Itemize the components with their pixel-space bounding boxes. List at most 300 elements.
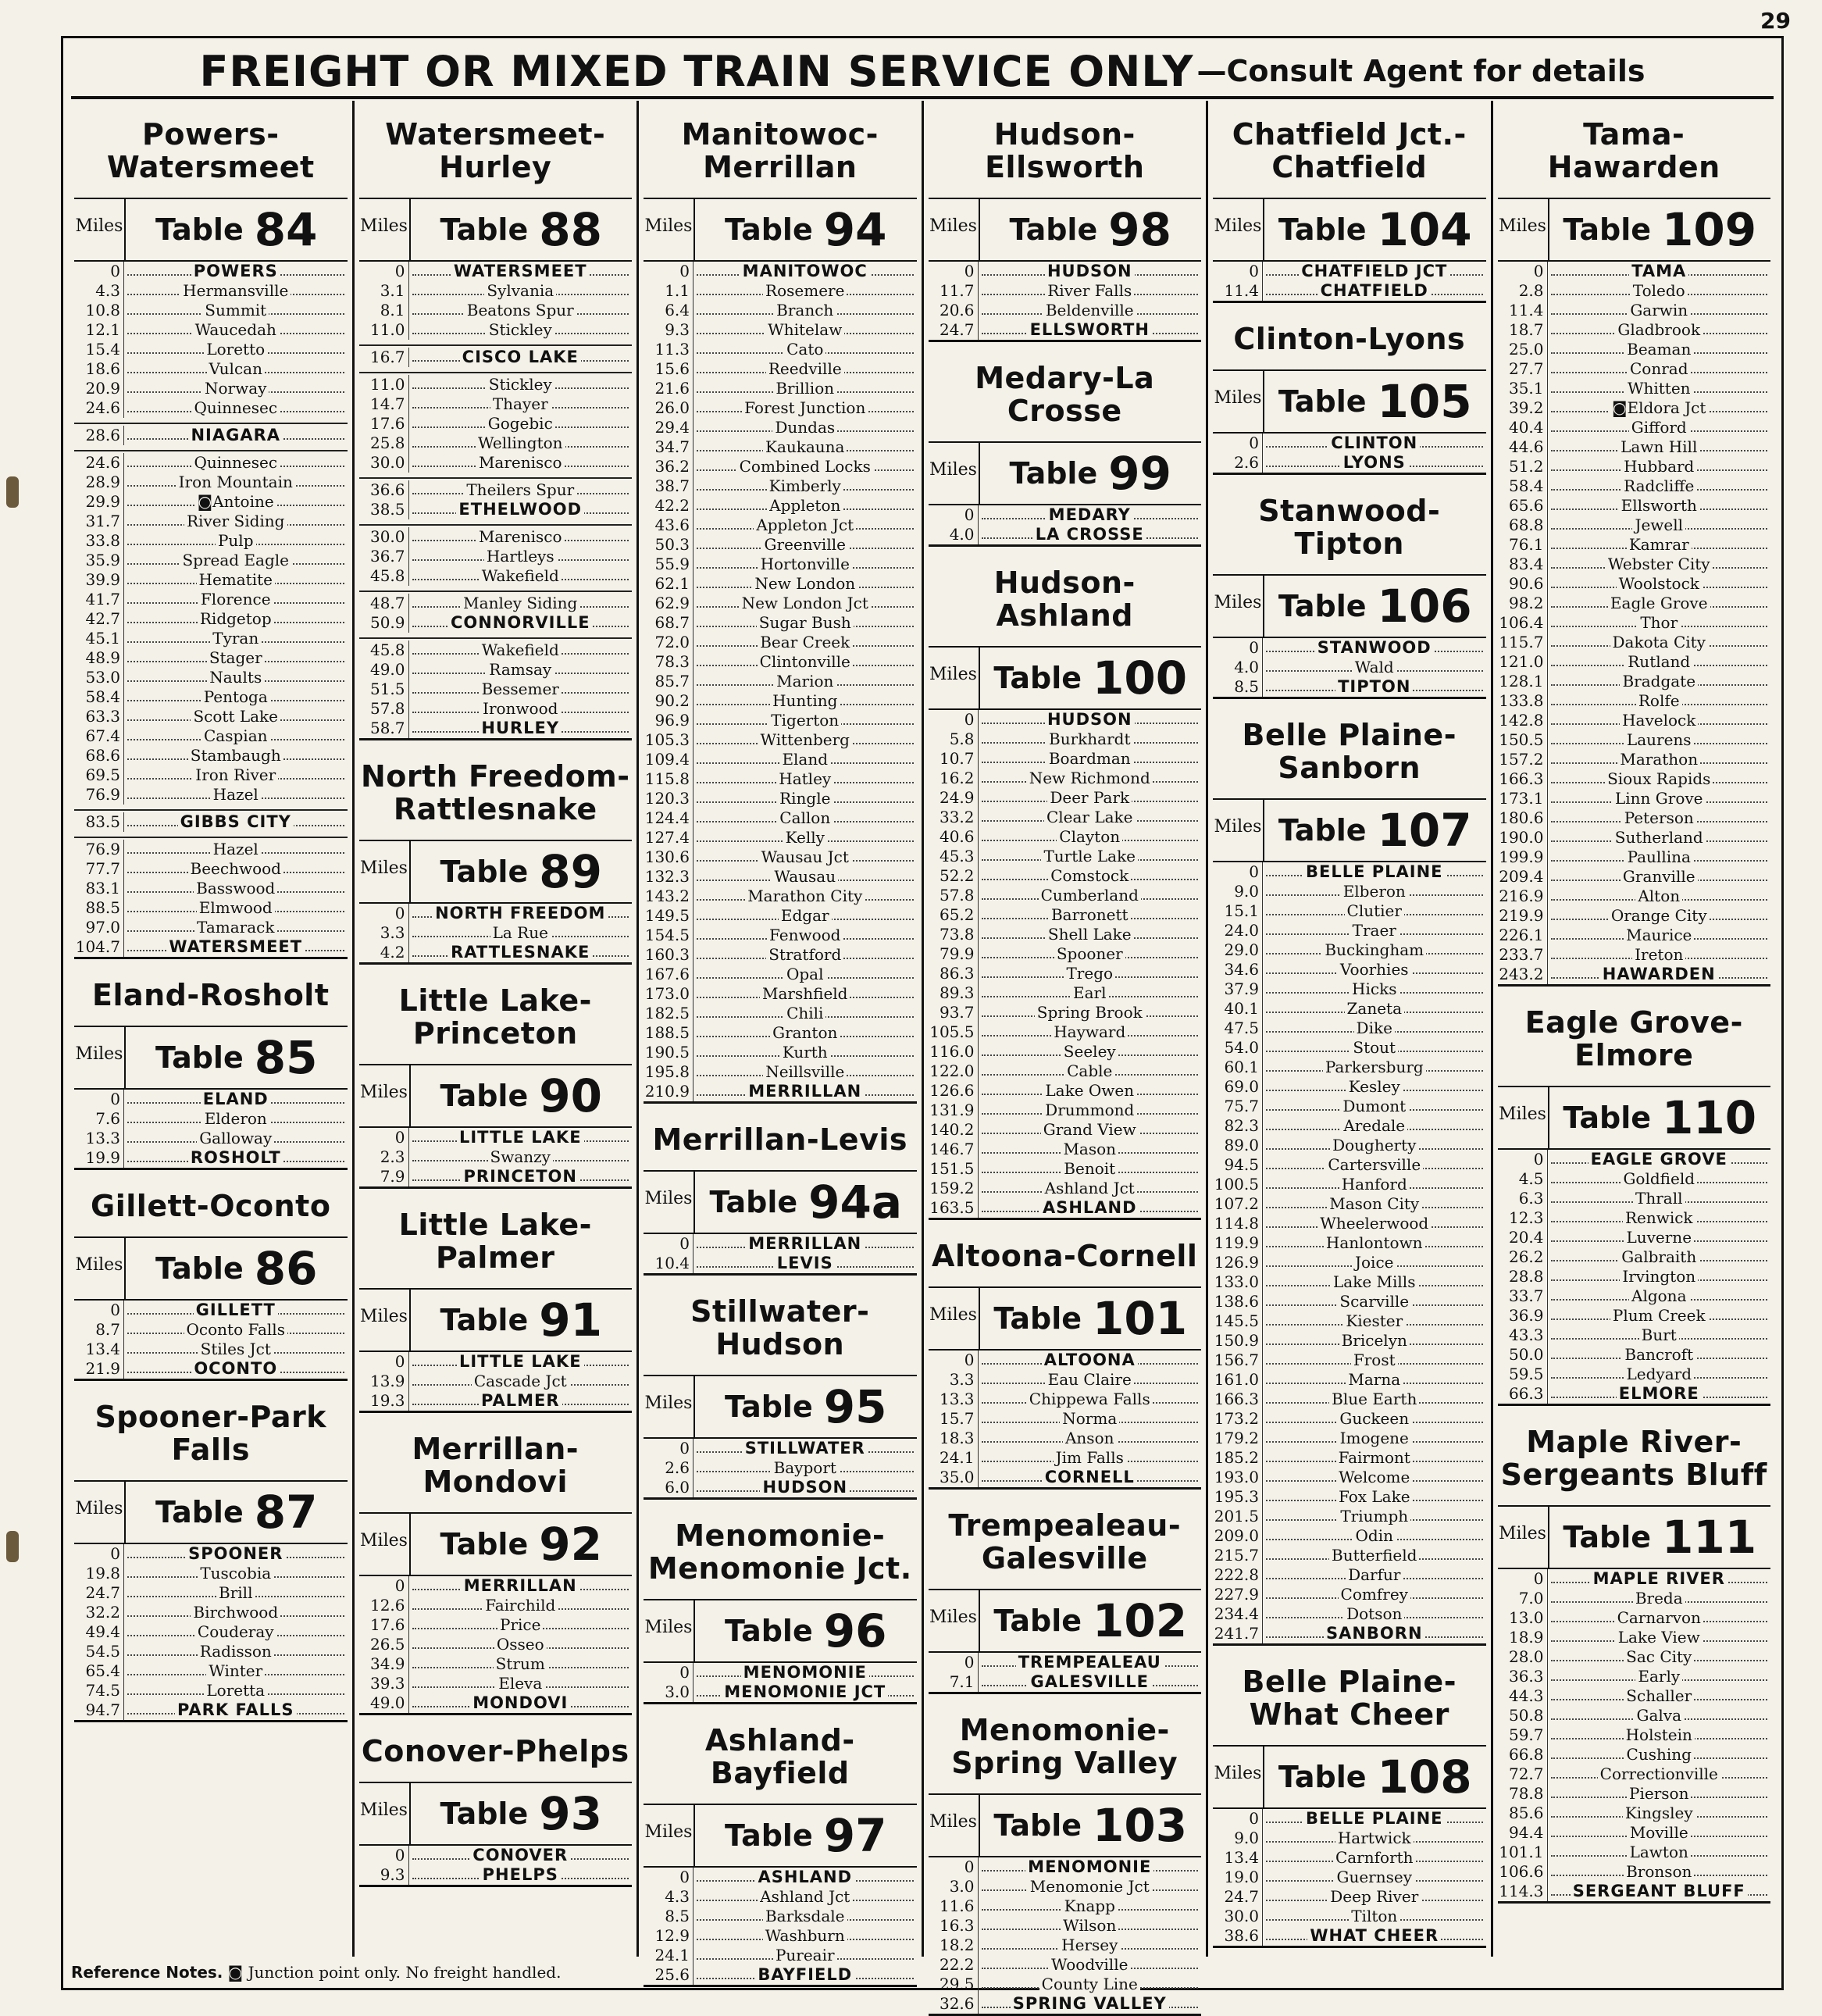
station-name-cell — [694, 691, 917, 711]
station-row — [359, 320, 633, 340]
station-row — [74, 1359, 348, 1379]
station-name-cell — [124, 1642, 348, 1661]
station-miles: 59.5 — [1498, 1365, 1548, 1384]
station-row — [359, 719, 633, 738]
station-miles: 2.8 — [1498, 281, 1548, 301]
station-name: MERRILLAN — [746, 1082, 864, 1101]
station-name-cell — [409, 680, 633, 699]
station-row — [929, 281, 1202, 301]
station-name-cell — [979, 1003, 1202, 1022]
station-miles: 63.3 — [74, 707, 124, 726]
station-miles: 90.6 — [1498, 574, 1548, 594]
station-name: Greenville — [762, 535, 848, 554]
station-row — [1498, 1706, 1771, 1725]
station-name-cell — [124, 1700, 348, 1720]
table-label — [126, 1482, 348, 1543]
station-name: Lake Owen — [1043, 1081, 1136, 1100]
table-word: Table — [440, 1303, 529, 1337]
station-name: Cascade Jct — [472, 1372, 569, 1390]
station-miles: 52.2 — [929, 866, 979, 886]
station-miles: 79.9 — [929, 944, 979, 964]
station-miles: 2.3 — [359, 1147, 409, 1167]
station-name-cell — [694, 398, 917, 418]
table-label — [411, 1290, 633, 1351]
station-miles: 0 — [644, 1439, 694, 1458]
station-name: Marathon — [1617, 750, 1700, 769]
station-miles: 243.2 — [1498, 965, 1548, 984]
station-miles: 53.0 — [74, 668, 124, 687]
station-name-cell — [1548, 496, 1771, 516]
station-miles: 4.0 — [1213, 658, 1263, 677]
station-row — [929, 1101, 1202, 1120]
station-name: Wald — [1353, 658, 1396, 676]
station-name-cell — [694, 516, 917, 535]
station-name-cell — [409, 414, 633, 434]
route-title: Maple River-Sergeants Bluff — [1498, 1408, 1771, 1507]
station-name-cell — [1263, 262, 1486, 281]
station-miles: 45.8 — [359, 640, 409, 660]
station-miles: 27.7 — [1498, 359, 1548, 379]
station-miles: 15.4 — [74, 340, 124, 359]
station-name: Toledo — [1631, 281, 1688, 300]
table-header — [644, 199, 917, 262]
station-row — [929, 1120, 1202, 1140]
station-miles: 15.7 — [929, 1409, 979, 1429]
station-row — [644, 672, 917, 691]
table-number: 86 — [254, 1242, 318, 1295]
station-miles: 143.2 — [644, 887, 694, 906]
notes-text: Junction point only. No freight handled. — [248, 1963, 562, 1982]
station-row — [929, 1062, 1202, 1081]
station-miles: 126.6 — [929, 1081, 979, 1101]
station-name-cell — [1548, 1804, 1771, 1823]
station-name-cell — [1548, 1706, 1771, 1725]
station-row — [1498, 926, 1771, 945]
station-row — [1213, 1907, 1486, 1926]
station-miles: 131.9 — [929, 1101, 979, 1120]
station-row — [74, 837, 348, 859]
station-name-cell — [979, 1101, 1202, 1120]
station-row — [359, 1596, 633, 1615]
station-miles: 133.0 — [1213, 1272, 1263, 1292]
station-row — [929, 1022, 1202, 1042]
station-miles: 11.3 — [644, 340, 694, 359]
station-miles: 8.7 — [74, 1320, 124, 1340]
station-name: STILLWATER — [743, 1439, 868, 1458]
station-miles: 78.8 — [1498, 1784, 1548, 1804]
station-name: HURLEY — [479, 719, 562, 737]
table-label — [411, 199, 633, 260]
table-word: Table — [725, 1614, 813, 1648]
station-name-cell — [409, 613, 633, 633]
station-miles: 39.9 — [74, 570, 124, 590]
station-name-cell — [1263, 1409, 1486, 1429]
station-row — [74, 1583, 348, 1603]
station-name-cell — [1548, 1843, 1771, 1862]
station-row — [1498, 1608, 1771, 1628]
station-name: Loretta — [204, 1681, 267, 1700]
station-name: ELLSWORTH — [1028, 320, 1152, 339]
station-name: Renwick — [1623, 1208, 1695, 1227]
station-name: Florence — [198, 590, 273, 608]
station-name: Turtle Lake — [1041, 847, 1138, 865]
station-miles: 150.5 — [1498, 730, 1548, 750]
table-label — [1549, 199, 1771, 260]
station-name-cell — [1263, 1272, 1486, 1292]
station-name: Welcome — [1336, 1468, 1412, 1486]
station-name: Alton — [1635, 887, 1682, 905]
station-name: LITTLE LAKE — [457, 1352, 584, 1371]
station-row — [644, 359, 917, 379]
station-name-cell — [979, 320, 1202, 340]
station-name-cell — [1548, 847, 1771, 867]
route-title: Hudson-Ellsworth — [929, 101, 1202, 199]
station-miles: 28.0 — [1498, 1647, 1548, 1667]
station-name-cell — [1548, 613, 1771, 633]
table-header — [929, 443, 1202, 505]
table-header — [1498, 199, 1771, 262]
station-name: Granton — [770, 1023, 840, 1042]
page-headline — [71, 46, 1774, 99]
station-miles: 39.3 — [359, 1674, 409, 1693]
station-miles: 0 — [1213, 434, 1263, 453]
station-miles: 50.9 — [359, 613, 409, 633]
station-row — [929, 1672, 1202, 1692]
station-name-cell — [1548, 574, 1771, 594]
station-name-cell — [409, 1693, 633, 1713]
station-name-cell — [1263, 1077, 1486, 1097]
station-miles: 20.6 — [929, 301, 979, 320]
station-miles: 82.3 — [1213, 1116, 1263, 1136]
station-name: MERRILLAN — [746, 1234, 864, 1253]
route-title: Merrillan-Levis — [644, 1106, 917, 1172]
station-row — [359, 477, 633, 500]
table-label — [980, 648, 1202, 708]
station-miles: 0 — [644, 262, 694, 281]
station-name-cell — [409, 566, 633, 586]
table-word: Table — [440, 1079, 529, 1113]
station-row — [1498, 1843, 1771, 1862]
station-name: Rutland — [1625, 652, 1692, 671]
station-miles: 29.4 — [644, 418, 694, 437]
station-name: New London — [752, 574, 858, 593]
station-name-cell — [1548, 1725, 1771, 1745]
station-miles: 73.8 — [929, 925, 979, 944]
station-miles: 4.2 — [359, 943, 409, 962]
station-name-cell — [979, 505, 1202, 525]
route-title: Merrillan-Mondovi — [359, 1415, 633, 1514]
station-name: PRINCETON — [462, 1167, 579, 1186]
station-name-cell — [694, 476, 917, 496]
station-row — [74, 879, 348, 898]
station-row — [644, 1868, 917, 1887]
station-row — [359, 500, 633, 519]
station-name-cell — [1548, 301, 1771, 320]
station-row — [929, 1179, 1202, 1198]
station-row — [1498, 1784, 1771, 1804]
station-name: Marenisco — [476, 453, 565, 472]
miles-label: Miles — [359, 1065, 411, 1126]
station-name: Wausau Jct — [759, 847, 851, 866]
station-name-cell — [979, 808, 1202, 827]
station-name: CISCO LAKE — [460, 348, 581, 366]
station-miles: 18.9 — [1498, 1628, 1548, 1647]
station-row — [929, 769, 1202, 788]
miles-label: Miles — [1498, 199, 1549, 260]
station-row — [644, 633, 917, 652]
station-name-cell — [979, 281, 1202, 301]
station-name: Hartwick — [1335, 1829, 1414, 1847]
station-name: Woolstock — [1617, 574, 1702, 593]
route-title: North Freedom-Rattlesnake — [359, 743, 633, 841]
station-name: Conrad — [1628, 359, 1691, 378]
station-name-cell — [694, 867, 917, 887]
timetable-column — [636, 101, 922, 1984]
station-row — [1498, 906, 1771, 926]
station-name-cell — [694, 555, 917, 574]
station-name: Manley Siding — [461, 594, 579, 612]
station-name: MENOMONIE JCT — [722, 1682, 888, 1701]
table-number: 85 — [254, 1031, 318, 1084]
station-name: Eleva — [496, 1674, 544, 1693]
station-miles: 89.3 — [929, 983, 979, 1003]
station-name: Callon — [777, 808, 833, 827]
station-row — [644, 594, 917, 613]
station-miles: 48.9 — [74, 648, 124, 668]
station-name: Sutherland — [1613, 828, 1706, 847]
station-name-cell — [1548, 1306, 1771, 1326]
station-name-cell — [124, 531, 348, 551]
station-name: Oconto Falls — [184, 1320, 287, 1339]
station-name: Boardman — [1046, 749, 1133, 768]
station-name: Ramsay — [487, 660, 554, 679]
station-miles: 188.5 — [644, 1023, 694, 1043]
table-word: Table — [440, 212, 529, 247]
table-word: Table — [440, 1797, 529, 1831]
table-number: 96 — [823, 1604, 887, 1657]
station-name-cell — [694, 808, 917, 828]
station-name: Elderon — [202, 1109, 269, 1128]
station-miles: 50.8 — [1498, 1706, 1548, 1725]
station-name: Spread Eagle — [180, 551, 291, 569]
station-name: Seeley — [1061, 1042, 1118, 1061]
station-row — [359, 1674, 633, 1693]
miles-label: Miles — [644, 199, 695, 260]
route-title: Hudson-Ashland — [929, 549, 1202, 648]
station-name: GILLETT — [194, 1301, 278, 1319]
station-miles: 12.3 — [1498, 1208, 1548, 1228]
station-name: TAMA — [1629, 262, 1688, 280]
junction-icon: ◙ — [227, 1963, 248, 1982]
station-miles: 68.6 — [74, 746, 124, 765]
station-row — [359, 1654, 633, 1674]
station-name: Dumont — [1340, 1097, 1408, 1115]
station-name: Fairmont — [1336, 1448, 1413, 1467]
station-row — [1213, 1624, 1486, 1643]
station-row — [1498, 398, 1771, 418]
station-row — [1213, 1370, 1486, 1390]
station-row — [1213, 1487, 1486, 1507]
miles-label: Miles — [359, 1514, 411, 1575]
station-name: Fox Lake — [1336, 1487, 1413, 1506]
station-row — [1498, 516, 1771, 535]
station-name: Plum Creek — [1610, 1306, 1708, 1325]
station-name: County Line — [1039, 1975, 1140, 1993]
station-miles: 0 — [74, 1544, 124, 1564]
station-row — [74, 473, 348, 492]
table-label — [980, 199, 1202, 260]
station-miles: 76.9 — [74, 840, 124, 859]
table-header — [644, 1172, 917, 1234]
table-label — [1264, 199, 1486, 260]
station-name-cell — [124, 340, 348, 359]
station-row — [1213, 901, 1486, 921]
station-name-cell — [1263, 1390, 1486, 1409]
station-row — [1213, 1926, 1486, 1946]
station-row — [359, 1167, 633, 1186]
table-header — [74, 1482, 348, 1544]
station-miles: 15.6 — [644, 359, 694, 379]
station-name-cell — [124, 453, 348, 473]
station-name: Linn Grove — [1613, 789, 1706, 808]
station-name-cell — [1548, 1628, 1771, 1647]
station-row — [1498, 1189, 1771, 1208]
station-row — [74, 1622, 348, 1642]
station-row — [1213, 1077, 1486, 1097]
station-miles: 105.5 — [929, 1022, 979, 1042]
station-name: Combined Locks — [737, 457, 873, 476]
station-name-cell — [409, 719, 633, 738]
table-header — [929, 1288, 1202, 1351]
route-title: Little Lake-Princeton — [359, 967, 633, 1065]
station-miles: 21.6 — [644, 379, 694, 398]
table-word: Table — [1563, 1101, 1652, 1135]
station-name: EAGLE GROVE — [1588, 1150, 1730, 1169]
table-number: 111 — [1662, 1511, 1757, 1564]
station-row — [74, 918, 348, 937]
station-name-cell — [124, 1320, 348, 1340]
station-row — [929, 1857, 1202, 1877]
station-row — [1213, 1526, 1486, 1546]
station-row — [1498, 1365, 1771, 1384]
station-name-cell — [409, 1615, 633, 1635]
table-word: Table — [155, 1495, 244, 1529]
station-miles: 166.3 — [1498, 769, 1548, 789]
station-miles: 43.3 — [1498, 1326, 1548, 1345]
route-title: Powers-Watersmeet — [74, 101, 348, 199]
station-miles: 190.0 — [1498, 828, 1548, 847]
station-name-cell — [409, 904, 633, 923]
station-row — [74, 1148, 348, 1168]
station-row — [1498, 633, 1771, 652]
station-name: CLINTON — [1328, 434, 1420, 452]
station-name: Hersey — [1059, 1936, 1120, 1954]
station-name: Galloway — [197, 1129, 274, 1147]
station-row — [644, 1439, 917, 1458]
table-header — [929, 1590, 1202, 1653]
table-header — [74, 199, 348, 262]
station-name: Thrall — [1633, 1189, 1685, 1208]
station-name: Ledyard — [1624, 1365, 1694, 1383]
station-miles: 209.0 — [1213, 1526, 1263, 1546]
station-name-cell — [1548, 906, 1771, 926]
station-row — [1213, 940, 1486, 960]
station-name: STANWOOD — [1315, 638, 1434, 657]
station-name: Kingsley — [1623, 1804, 1695, 1822]
station-name: Lawn Hill — [1618, 437, 1699, 456]
station-row — [1213, 1829, 1486, 1848]
station-name-cell — [1548, 1608, 1771, 1628]
station-miles: 42.7 — [74, 609, 124, 629]
station-miles: 24.7 — [929, 320, 979, 340]
station-name: ◙Eldora Jct — [1610, 398, 1708, 417]
station-name-cell — [1548, 1150, 1771, 1169]
station-row — [644, 516, 917, 535]
station-name: Scott Lake — [191, 707, 280, 726]
station-row — [644, 457, 917, 476]
station-row — [644, 808, 917, 828]
station-name: CHATFIELD — [1318, 281, 1431, 300]
station-name-cell — [1548, 594, 1771, 613]
station-miles: 7.0 — [1498, 1589, 1548, 1608]
table-number: 90 — [539, 1069, 602, 1122]
station-row — [929, 1081, 1202, 1101]
station-row — [74, 301, 348, 320]
station-row — [1213, 1809, 1486, 1829]
station-name: Neillsville — [763, 1062, 847, 1081]
station-name-cell — [694, 1478, 917, 1497]
route-table — [1498, 101, 1771, 987]
station-name: Knapp — [1062, 1896, 1118, 1915]
station-name-cell — [1548, 1589, 1771, 1608]
table-label — [126, 1027, 348, 1088]
station-name-cell — [124, 1583, 348, 1603]
station-row — [1498, 418, 1771, 437]
station-miles: 3.3 — [929, 1370, 979, 1390]
station-name-cell — [694, 1887, 917, 1907]
table-header — [359, 199, 633, 262]
station-name: BELLE PLAINE — [1303, 862, 1446, 881]
route-table — [1213, 477, 1486, 699]
miles-label: Miles — [1498, 1087, 1549, 1148]
station-miles: 222.8 — [1213, 1565, 1263, 1585]
station-row — [644, 887, 917, 906]
station-miles: 57.8 — [929, 886, 979, 905]
station-name-cell — [694, 1663, 917, 1682]
station-name: Eagle Grove — [1608, 594, 1710, 612]
station-miles: 199.9 — [1498, 847, 1548, 867]
station-name-cell — [1548, 1169, 1771, 1189]
station-name: Spooner — [1054, 944, 1125, 963]
station-miles: 7.6 — [74, 1109, 124, 1129]
station-name-cell — [1263, 862, 1486, 882]
route-table — [929, 1697, 1202, 2016]
station-name: SERGEANT BLUFF — [1571, 1882, 1748, 1900]
station-miles: 11.4 — [1498, 301, 1548, 320]
station-miles: 180.6 — [1498, 808, 1548, 828]
station-row — [74, 726, 348, 746]
station-miles: 8.5 — [644, 1907, 694, 1926]
station-miles: 40.1 — [1213, 999, 1263, 1019]
station-row — [359, 680, 633, 699]
station-row — [1498, 1745, 1771, 1764]
station-row — [74, 281, 348, 301]
station-miles: 59.7 — [1498, 1725, 1548, 1745]
table-label — [1264, 800, 1486, 861]
station-row — [929, 749, 1202, 769]
table-header — [1213, 371, 1486, 434]
station-row — [74, 423, 348, 445]
